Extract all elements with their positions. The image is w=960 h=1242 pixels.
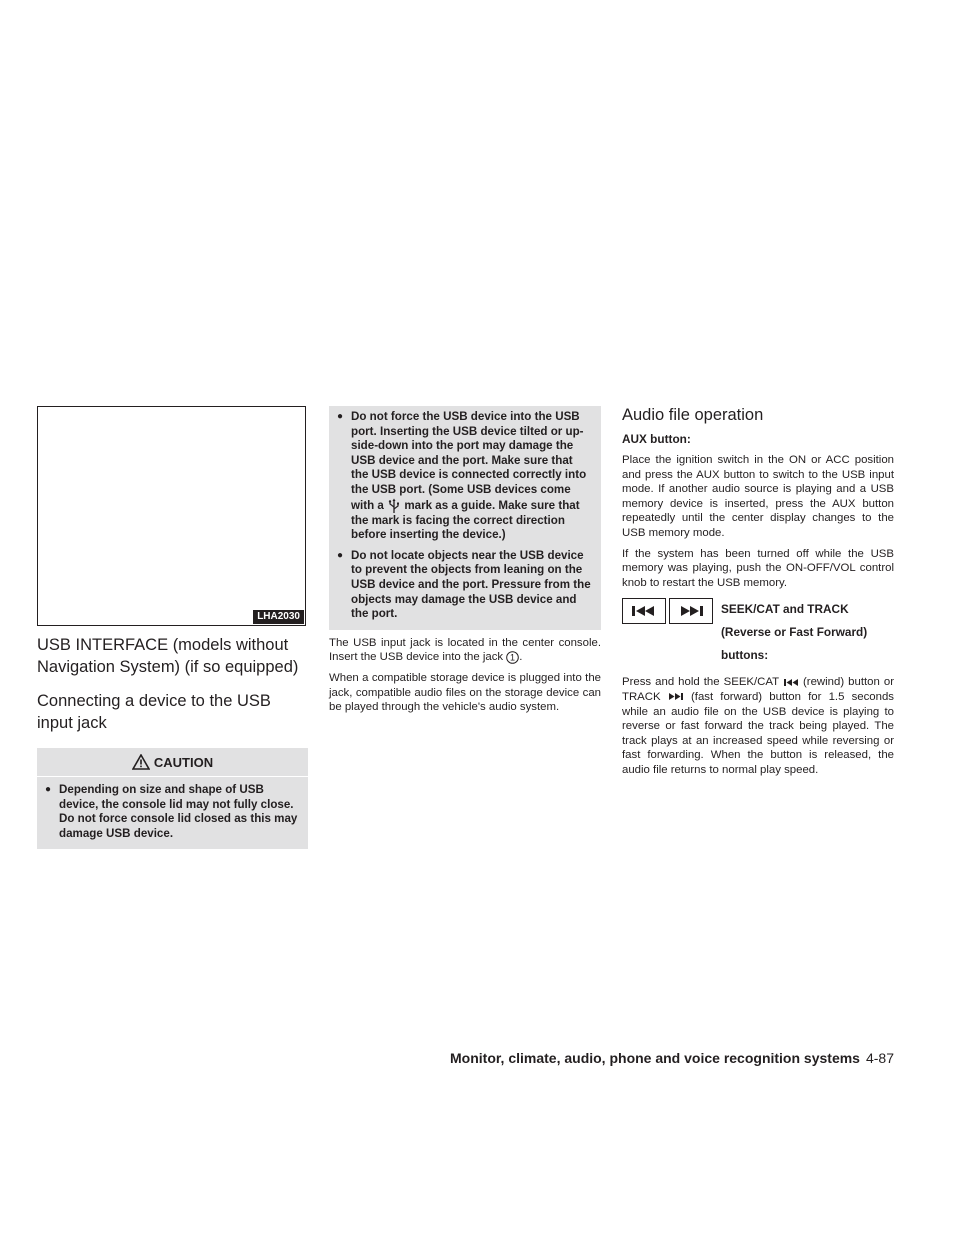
track-forward-button-icon: [669, 598, 713, 624]
caution-item: [337, 410, 593, 543]
caution-list-continued: [337, 410, 593, 622]
caution-header: [37, 748, 308, 777]
caution-text: mark as a guide. Make sure that the mark is facing the correct direction before inserting the device.): [351, 498, 580, 542]
rewind-small-icon: [783, 678, 799, 687]
seek-track-paragraph: Press and hold the SEEK/CAT (rewind) button or TRACK (fast forward) button for 1.5 seconds while an audio file on the USB device is playing to reverse or fast forward the track being played. The track plays at an increased speed while reversing or fast forwarding. When the button is released, the audio file returns to normal play speed.: [622, 676, 895, 776]
audio-file-heading: Audio file operation: [622, 406, 764, 424]
button-icons: [622, 598, 713, 667]
column-right: [622, 406, 894, 778]
sub-heading: Connecting a device to the USB input jack: [37, 692, 271, 732]
seek-track-button-row: [622, 598, 894, 667]
fast-forward-icon: [676, 604, 706, 618]
caution-item: ● Do not locate objects near the USB device to prevent the objects from leaning on the USB device and the port. Pressure from the objects may damage the USB device and the port.: [337, 549, 593, 622]
aux-paragraph-1: Place the ignition switch in the ON or ACC position and press the AUX button to switch to the USB input mode. If another audio source is playing and a USB memory device is inserted, press the AUX button repeatedly until the center display changes to the USB memory mode.: [622, 454, 894, 539]
paragraph-compatible-device: When a compatible storage device is plugged into the jack, compatible audio files on the storage device can be played through the vehicle's audio system.: [329, 671, 601, 714]
usb-trident-icon: [387, 498, 401, 514]
column-middle: [329, 406, 601, 715]
caution-box-continued: [329, 406, 601, 630]
paragraph-usb-jack: The USB input jack is located in the center console. Insert the USB device into the jack 1 .: [329, 636, 601, 664]
footer-section-title: Monitor, climate, audio, phone and voice recognition systems: [450, 1050, 860, 1066]
fast-forward-small-icon: [668, 692, 684, 701]
callout-number-1-icon: [506, 651, 519, 664]
page-number: 4-87: [865, 1050, 894, 1066]
caution-text: Do not force the USB device into the USB port. Inserting the USB device tilted or up-side-down into the port may damage the USB device and the port. Make sure that the USB device is connected correctly into the USB port. (Some USB devices come with a: [351, 410, 587, 512]
page-footer: [450, 1050, 894, 1066]
figure-placeholder: [37, 406, 306, 626]
caution-list: [45, 783, 300, 841]
warning-triangle-icon: [132, 754, 150, 770]
figure-code: LHA2030: [253, 610, 304, 624]
aux-paragraph-2: If the system has been turned off while the USB memory was playing, push the ON-OFF/VOL control knob to restart the USB memory.: [622, 547, 894, 589]
svg-text:1: 1: [510, 652, 516, 663]
column-left: [37, 406, 308, 849]
aux-button-label: AUX button:: [622, 432, 691, 446]
seek-rewind-button-icon: [622, 598, 666, 624]
caution-title: CAUTION: [153, 754, 214, 770]
caution-item: ● Depending on size and shape of USB device, the console lid may not fully close. Do not force console lid closed as this may damage USB device.: [45, 783, 300, 841]
section-heading: USB INTERFACE (models without Navigation System) (if so equipped): [37, 636, 299, 676]
seek-track-label: SEEK/CAT and TRACK (Reverse or Fast Forward) buttons:: [721, 602, 868, 663]
caution-box: [37, 748, 308, 849]
rewind-icon: [629, 604, 659, 618]
